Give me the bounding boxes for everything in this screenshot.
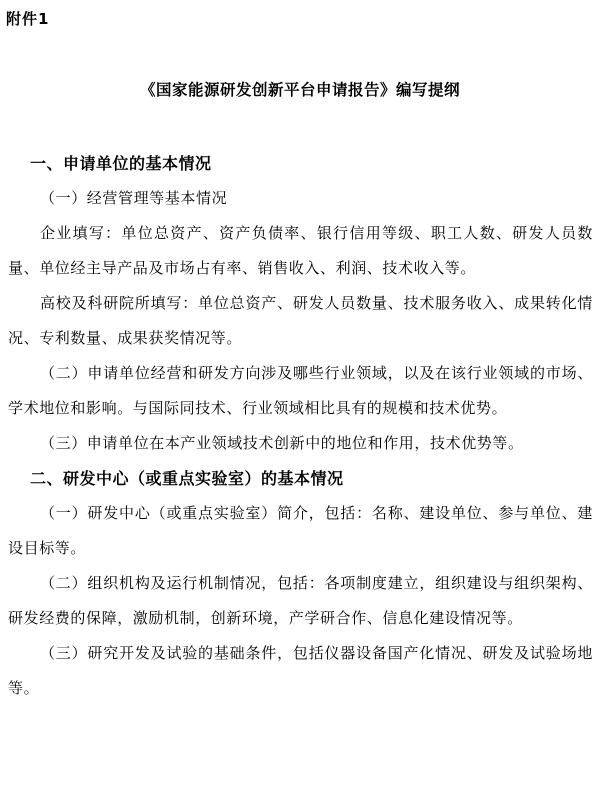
paragraph-enterprise: 企业填写：单位总资产、资产负债率、银行信用等级、职工人数、研发人员数量、单位经主导产品及市场占有率、销售收入、利润、技术收入等。 bbox=[8, 224, 593, 277]
paragraph-universities: 高校及科研院所填写：单位总资产、研发人员数量、技术服务收入、成果转化情况、专利数量、成果获奖情况等。 bbox=[8, 294, 593, 347]
subheading-1-1: （一）经营管理等基本情况 bbox=[40, 189, 228, 207]
paragraph-2-3: （三）研究开发及试验的基础条件，包括仪器设备国产化情况、研发及试验场地等。 bbox=[8, 644, 593, 697]
paragraph-1-2: （二）申请单位经营和研发方向涉及哪些行业领域，以及在该行业领域的市场、学术地位和影响。与国际同技术、行业领域相比具有的规模和技术优势。 bbox=[8, 364, 593, 417]
attachment-label: 附件1 bbox=[6, 10, 50, 28]
section-heading-2: 二、研发中心（或重点实验室）的基本情况 bbox=[30, 469, 344, 488]
document-body bbox=[8, 146, 593, 706]
paragraph-2-2: （二）组织机构及运行机制情况，包括：各项制度建立，组织建设与组织架构、研发经费的保障，激励机制，创新环境，产学研合作、信息化建设情况等。 bbox=[8, 574, 593, 627]
paragraph-2-1: （一）研发中心（或重点实验室）简介，包括：名称、建设单位、参与单位、建设目标等。 bbox=[8, 504, 593, 557]
document-title: 《国家能源研发创新平台申请报告》编写提纲 bbox=[139, 81, 460, 99]
section-heading-1: 一、申请单位的基本情况 bbox=[30, 154, 212, 173]
paragraph-1-3: （三）申请单位在本产业领域技术创新中的地位和作用，技术优势等。 bbox=[40, 434, 524, 452]
